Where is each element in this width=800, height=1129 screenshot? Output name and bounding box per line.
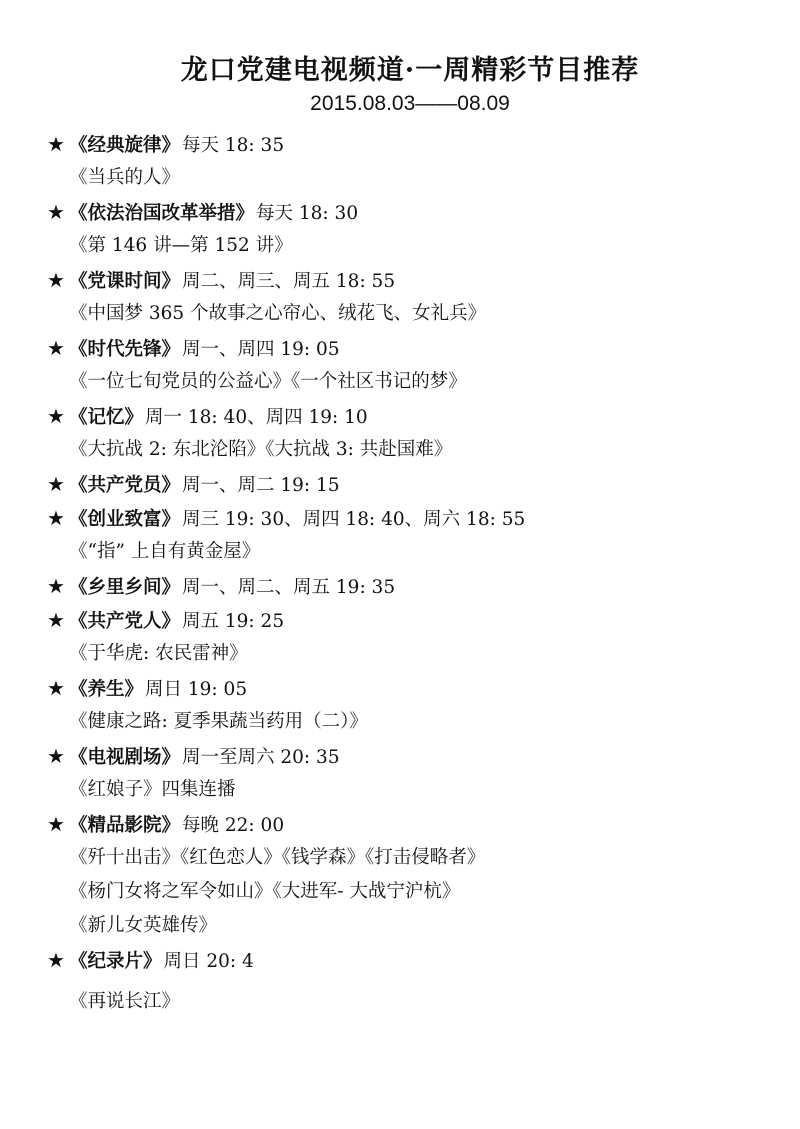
program-entry <box>47 399 787 433</box>
program-episode: 《于华虎: 农民雷神》 <box>69 643 248 664</box>
program-entry <box>47 671 787 705</box>
star-icon: ★ <box>47 506 65 530</box>
program-entry <box>47 739 787 773</box>
program-schedule: 周二、周三、周五 18: 55 <box>182 271 396 292</box>
program-episode: 《中国梦 365 个故事之心帘心、绒花飞、女礼兵》 <box>69 303 487 324</box>
program-episode: 《杨门女将之军令如山》《大进军- 大战宁沪杭》 <box>69 881 461 902</box>
program-name: 《依法治国改革举措》 <box>69 203 255 224</box>
program-episode: 《“指” 上自有黄金屋》 <box>69 541 261 562</box>
program-entry <box>47 603 787 637</box>
program-episode: 《歼十出击》《红色恋人》《钱学森》《打击侵略者》 <box>69 847 486 868</box>
star-icon: ★ <box>47 200 65 224</box>
program-name: 《创业致富》 <box>69 509 181 530</box>
program-name: 《纪录片》 <box>69 951 162 972</box>
program-schedule: 周一、周二 19: 15 <box>182 475 340 496</box>
program-schedule: 每晚 22: 00 <box>182 815 285 836</box>
program-entry <box>47 195 787 229</box>
program-episode: 《当兵的人》 <box>69 167 181 188</box>
program-entry <box>47 467 787 501</box>
program-schedule: 周一至周六 20: 35 <box>182 747 340 768</box>
star-icon: ★ <box>47 574 65 598</box>
program-name: 《党课时间》 <box>69 271 181 292</box>
program-name: 《精品影院》 <box>69 815 181 836</box>
program-entry <box>47 263 787 297</box>
program-list <box>47 127 787 1019</box>
program-name: 《养生》 <box>69 679 144 700</box>
program-episode: 《新儿女英雄传》 <box>69 915 218 936</box>
program-episode: 《红娘子》四集连播 <box>69 779 236 800</box>
page-title: 龙口党建电视频道·一周精彩节目推荐 <box>180 55 640 86</box>
program-entry <box>47 807 787 841</box>
program-name: 《记忆》 <box>69 407 144 428</box>
star-icon: ★ <box>47 336 65 360</box>
star-icon: ★ <box>47 472 65 496</box>
program-entry <box>47 569 787 603</box>
program-schedule: 周一 18: 40、周四 19: 10 <box>145 407 368 428</box>
star-icon: ★ <box>47 404 65 428</box>
program-name: 《经典旋律》 <box>69 135 181 156</box>
star-icon: ★ <box>47 608 65 632</box>
program-entry <box>47 501 787 535</box>
program-schedule: 周日 19: 05 <box>145 679 248 700</box>
program-schedule: 每天 18: 30 <box>256 203 359 224</box>
program-name: 《共产党人》 <box>69 611 181 632</box>
program-name: 《时代先锋》 <box>69 339 181 360</box>
program-entry <box>47 943 787 977</box>
program-entry <box>47 331 787 365</box>
star-icon: ★ <box>47 268 65 292</box>
program-schedule: 周一、周四 19: 05 <box>182 339 340 360</box>
program-name: 《共产党员》 <box>69 475 181 496</box>
program-episode: 《健康之路: 夏季果蔬当药用（二）》 <box>69 711 368 732</box>
program-episode: 《大抗战 2: 东北沦陷》《大抗战 3: 共赴国难》 <box>69 439 453 460</box>
program-episode: 《第 146 讲—第 152 讲》 <box>69 235 293 256</box>
program-episode: 《一位七旬党员的公益心》《一个社区书记的梦》 <box>69 371 467 392</box>
program-schedule: 周日 20: 4 <box>163 951 254 972</box>
date-range: 2015.08.03——08.09 <box>310 92 510 115</box>
program-entry <box>47 127 787 161</box>
star-icon: ★ <box>47 744 65 768</box>
program-schedule: 周一、周二、周五 19: 35 <box>182 577 396 598</box>
star-icon: ★ <box>47 948 65 972</box>
star-icon: ★ <box>47 812 65 836</box>
star-icon: ★ <box>47 676 65 700</box>
program-name: 《乡里乡间》 <box>69 577 181 598</box>
program-schedule: 周三 19: 30、周四 18: 40、周六 18: 55 <box>182 509 526 530</box>
program-schedule: 每天 18: 35 <box>182 135 285 156</box>
program-schedule: 周五 19: 25 <box>182 611 285 632</box>
star-icon: ★ <box>47 132 65 156</box>
program-episode: 《再说长江》 <box>69 991 181 1012</box>
program-name: 《电视剧场》 <box>69 747 181 768</box>
